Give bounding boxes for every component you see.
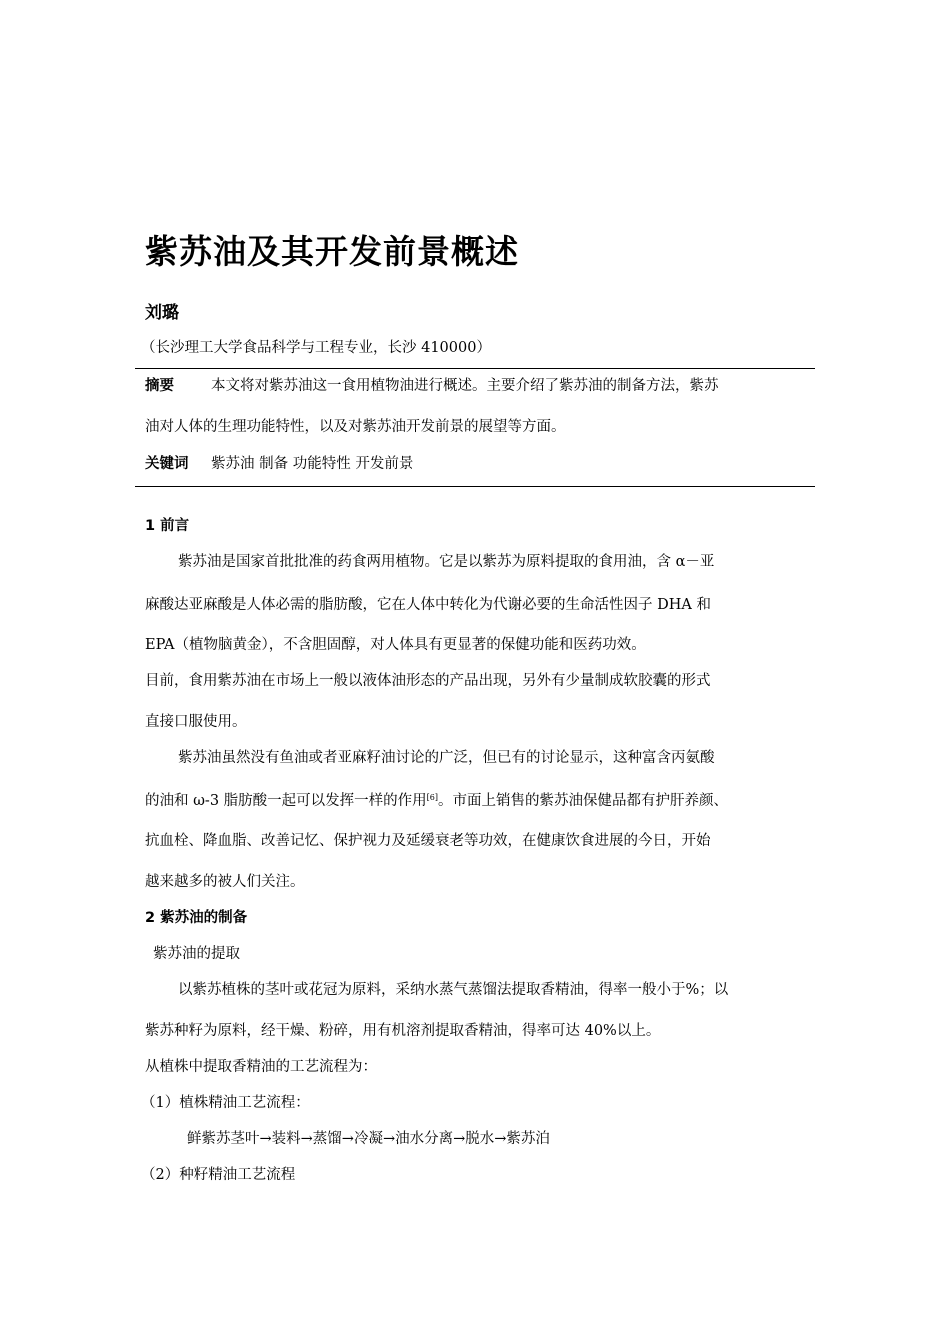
abstract-bottom-rule [135,486,815,487]
s2-line-3: 从植株中提取香精油的工艺流程为： [145,1059,377,1075]
process-1-label: （1）植株精油工艺流程： [141,1095,310,1111]
author-name: 刘璐 [145,303,179,323]
s2-line-2: 紫苏种籽为原料，经干燥、粉碎，用有机溶剂提取香精油，得率可达 40%以上。 [145,1023,661,1039]
s1-line-6: 紫苏油虽然没有鱼油或者亚麻籽油讨论的广泛，但已有的讨论显示，这种富含丙氨酸 [178,750,715,766]
s1-line-7 [145,789,728,810]
abstract-text-1: 本文将对紫苏油这一食用植物油进行概述。主要介绍了紫苏油的制备方法，紫苏 [211,378,719,394]
s1-line-8: 抗血栓、降血脂、改善记忆、保护视力及延缓衰老等功效，在健康饮食进展的今日，开始 [145,833,711,849]
s1-line-2: 麻酸达亚麻酸是人体必需的脂肪酸，它在人体中转化为代谢必要的生命活性因子 DHA 和 [145,597,711,613]
keywords-label: 关键词 [145,456,189,472]
process-2-label: （2）种籽精油工艺流程 [141,1167,296,1183]
s1-line-7a: 的油和 ω-3 脂肪酸一起可以发挥一样的作用 [145,793,427,809]
abstract-line-1 [145,374,719,395]
section-1-heading: 1 前言 [145,518,190,534]
process-1-flow: 鲜紫苏茎叶→装料→蒸馏→冷凝→油水分离→脱水→紫苏泊 [187,1131,550,1147]
s1-line-9: 越来越多的被人们关注。 [145,874,305,890]
s1-line-7b: 。市面上销售的紫苏油保健品都有护肝养颜、 [438,793,729,809]
affiliation: （长沙理工大学食品科学与工程专业，长沙 410000） [141,340,491,356]
section-2-heading: 2 紫苏油的制备 [145,910,248,926]
s1-line-1: 紫苏油是国家首批批准的药食两用植物。它是以紫苏为原料提取的食用油，含 α－亚 [178,554,715,570]
s2-line-1: 以紫苏植株的茎叶或花冠为原料，采纳水蒸气蒸馏法提取香精油，得率一般小于%；以 [178,982,729,998]
s1-line-3: EPA（植物脑黄金），不含胆固醇，对人体具有更显著的保健功能和医药功效。 [145,637,646,653]
abstract-label: 摘要 [145,378,174,394]
s1-line-5: 直接口服使用。 [145,714,247,730]
s1-line-4: 目前，食用紫苏油在市场上一般以液体油形态的产品出现，另外有少量制成软胶囊的形式 [145,673,711,689]
keywords-line [145,452,413,473]
paper-title: 紫苏油及其开发前景概述 [145,232,519,271]
keywords-text: 紫苏油 制备 功能特性 开发前景 [211,456,414,472]
citation-ref: [6] [426,793,439,802]
section-2-subheading: 紫苏油的提取 [153,946,240,962]
abstract-top-rule [135,368,815,369]
abstract-text-2: 油对人体的生理功能特性，以及对紫苏油开发前景的展望等方面。 [145,419,566,435]
